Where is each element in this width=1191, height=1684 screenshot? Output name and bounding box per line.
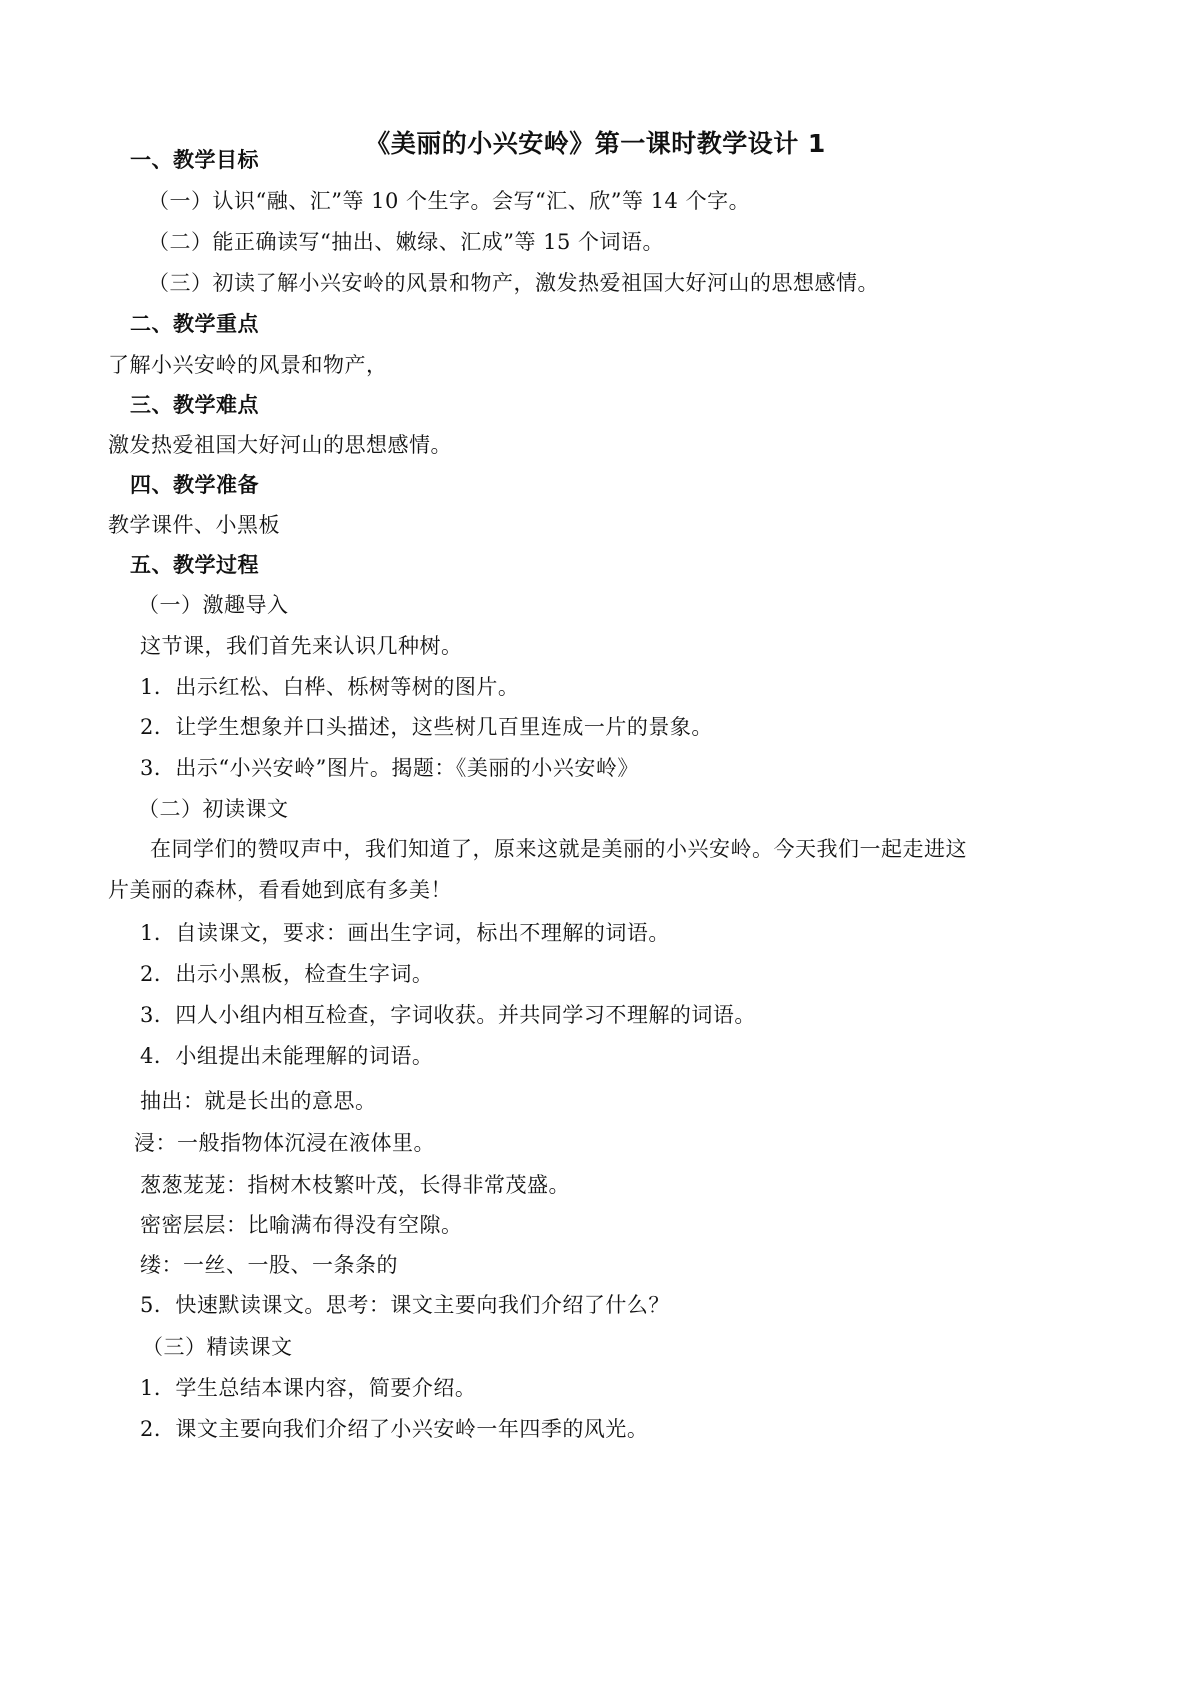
word-definition-5: 缕：一丝、一股、一条条的 [140,1253,398,1277]
process-2-step-5: 5．快速默读课文。思考：课文主要向我们介绍了什么？ [140,1293,670,1317]
process-subheading-2: （二）初读课文 [138,797,289,821]
section-heading-key: 二、教学重点 [130,312,259,336]
process-2-intro-line-2: 片美丽的森林，看看她到底有多美！ [108,878,452,902]
word-definition-1: 抽出：就是长出的意思。 [140,1089,377,1113]
document-title: 《美丽的小兴安岭》第一课时教学设计 1 [365,129,826,158]
section-heading-difficulty: 三、教学难点 [130,393,259,417]
section-heading-goals: 一、教学目标 [130,148,259,172]
process-2-step-2: 2．出示小黑板，检查生字词。 [140,962,434,986]
process-1-step-1: 1．出示红松、白桦、栎树等树的图片。 [140,675,520,699]
section-heading-prep: 四、教学准备 [130,473,259,497]
process-2-step-4: 4．小组提出未能理解的词语。 [140,1044,434,1068]
process-1-intro: 这节课，我们首先来认识几种树。 [140,634,463,658]
word-definition-3: 葱葱茏茏：指树木枝繁叶茂，长得非常茂盛。 [140,1173,570,1197]
word-definition-4: 密密层层：比喻满布得没有空隙。 [140,1213,463,1237]
process-2-step-1: 1．自读课文，要求：画出生字词，标出不理解的词语。 [140,921,670,945]
section-heading-process: 五、教学过程 [130,553,259,577]
process-3-step-2: 2．课文主要向我们介绍了小兴安岭一年四季的风光。 [140,1417,649,1441]
process-2-step-3: 3．四人小组内相互检查，字词收获。并共同学习不理解的词语。 [140,1003,756,1027]
goal-item-1: （一）认识“融、汇”等 10 个生字。会写“汇、欣”等 14 个字。 [148,189,751,213]
process-subheading-3: （三）精读课文 [142,1335,293,1359]
process-subheading-1: （一）激趣导入 [138,593,289,617]
process-3-step-1: 1．学生总结本课内容，简要介绍。 [140,1376,477,1400]
process-1-step-2: 2．让学生想象并口头描述，这些树几百里连成一片的景象。 [140,715,713,739]
key-text: 了解小兴安岭的风景和物产， [108,353,388,377]
process-1-step-3: 3．出示“小兴安岭”图片。揭题：《美丽的小兴安岭》 [140,756,639,780]
word-definition-2: 浸：一般指物体沉浸在液体里。 [134,1131,435,1155]
prep-text: 教学课件、小黑板 [108,513,280,537]
process-2-intro-line-1: 在同学们的赞叹声中，我们知道了，原来这就是美丽的小兴安岭。今天我们一起走进这 [150,837,967,861]
goal-item-3: （三）初读了解小兴安岭的风景和物产，激发热爱祖国大好河山的思想感情。 [148,271,879,295]
difficulty-text: 激发热爱祖国大好河山的思想感情。 [108,433,452,457]
goal-item-2: （二）能正确读写“抽出、嫩绿、汇成”等 15 个词语。 [148,230,665,254]
